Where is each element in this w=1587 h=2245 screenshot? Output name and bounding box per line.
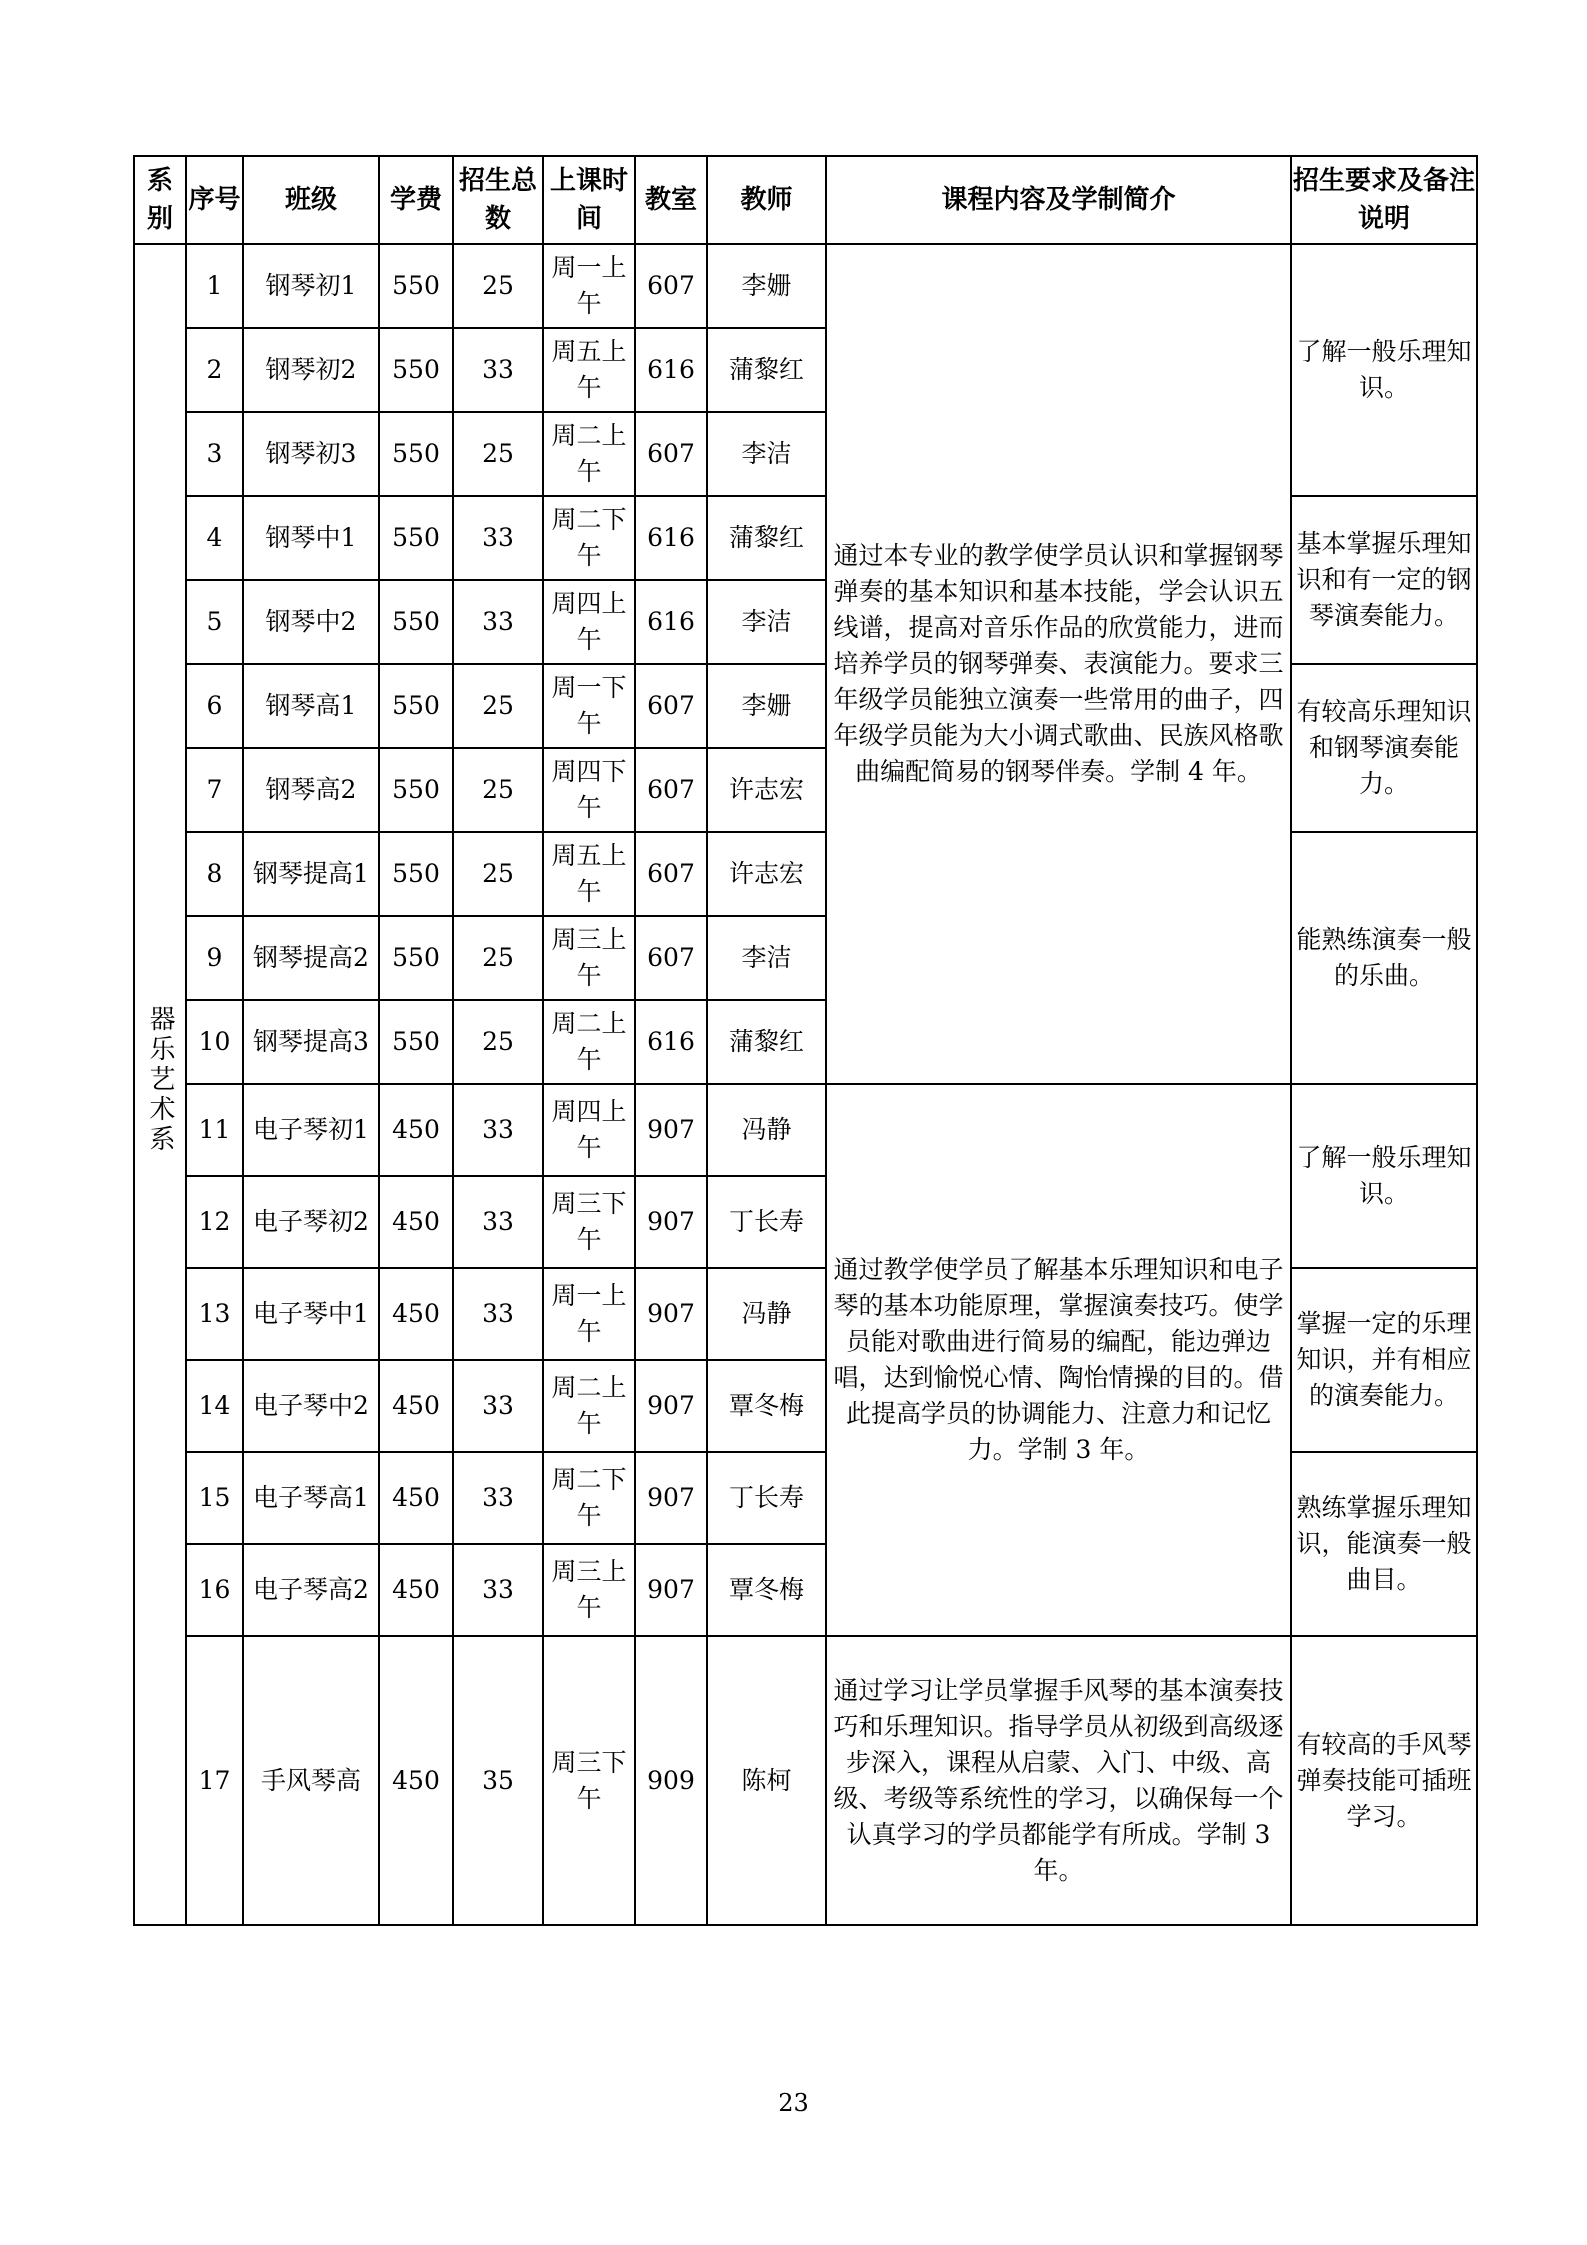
cell-seq: 10: [186, 1000, 243, 1084]
req-piano-mid: 基本掌握乐理知识和有一定的钢琴演奏能力。: [1291, 496, 1477, 664]
cell-teacher: 陈柯: [707, 1636, 826, 1925]
header-seq: 序号: [186, 156, 243, 244]
cell-time: 周二上午: [543, 1360, 635, 1452]
req-kb-high: 熟练掌握乐理知识，能演奏一般曲目。: [1291, 1452, 1477, 1636]
cell-time: 周一上午: [543, 244, 635, 328]
cell-room: 909: [635, 1636, 707, 1925]
header-class: 班级: [243, 156, 379, 244]
cell-enroll: 33: [453, 1176, 543, 1268]
cell-fee: 450: [379, 1452, 453, 1544]
header-req: 招生要求及备注说明: [1291, 156, 1477, 244]
cell-room: 607: [635, 916, 707, 1000]
cell-class: 钢琴高1: [243, 664, 379, 748]
department-cell: [134, 244, 186, 1925]
cell-time: 周三下午: [543, 1636, 635, 1925]
header-fee: 学费: [379, 156, 453, 244]
cell-seq: 13: [186, 1268, 243, 1360]
cell-seq: 16: [186, 1544, 243, 1636]
cell-class: 电子琴高1: [243, 1452, 379, 1544]
cell-teacher: 丁长寿: [707, 1176, 826, 1268]
cell-seq: 15: [186, 1452, 243, 1544]
cell-enroll: 33: [453, 1360, 543, 1452]
cell-room: 616: [635, 328, 707, 412]
cell-fee: 550: [379, 412, 453, 496]
req-piano-basic: 了解一般乐理知识。: [1291, 244, 1477, 496]
cell-enroll: 25: [453, 412, 543, 496]
cell-room: 616: [635, 580, 707, 664]
desc-piano: 通过本专业的教学使学员认识和掌握钢琴弹奏的基本知识和基本技能，学会认识五线谱，提高对音乐作品的欣赏能力，进而培养学员的钢琴弹奏、表演能力。要求三年级学员能独立演奏一些常用的曲子，四年级学员能为大小调式歌曲、民族风格歌曲编配简易的钢琴伴奏。学制 4 年。: [826, 244, 1291, 1084]
cell-fee: 450: [379, 1636, 453, 1925]
cell-room: 616: [635, 496, 707, 580]
cell-seq: 9: [186, 916, 243, 1000]
cell-time: 周四上午: [543, 1084, 635, 1176]
cell-teacher: 覃冬梅: [707, 1360, 826, 1452]
cell-class: 钢琴提高3: [243, 1000, 379, 1084]
cell-room: 607: [635, 412, 707, 496]
cell-room: 607: [635, 664, 707, 748]
cell-teacher: 冯静: [707, 1084, 826, 1176]
req-kb-basic: 了解一般乐理知识。: [1291, 1084, 1477, 1268]
page-number: 23: [778, 2089, 809, 2117]
cell-class: 手风琴高: [243, 1636, 379, 1925]
cell-time: 周五上午: [543, 328, 635, 412]
cell-room: 907: [635, 1176, 707, 1268]
cell-room: 607: [635, 832, 707, 916]
cell-time: 周三上午: [543, 1544, 635, 1636]
cell-teacher: 丁长寿: [707, 1452, 826, 1544]
cell-fee: 450: [379, 1084, 453, 1176]
cell-enroll: 33: [453, 1452, 543, 1544]
cell-time: 周二下午: [543, 1452, 635, 1544]
cell-fee: 550: [379, 496, 453, 580]
cell-teacher: 蒲黎红: [707, 328, 826, 412]
header-teacher: 教师: [707, 156, 826, 244]
cell-seq: 5: [186, 580, 243, 664]
cell-room: 607: [635, 748, 707, 832]
cell-class: 钢琴高2: [243, 748, 379, 832]
cell-time: 周四下午: [543, 748, 635, 832]
cell-teacher: 李洁: [707, 412, 826, 496]
cell-class: 钢琴中1: [243, 496, 379, 580]
req-piano-adv: 能熟练演奏一般的乐曲。: [1291, 832, 1477, 1084]
cell-class: 电子琴中1: [243, 1268, 379, 1360]
cell-teacher: 许志宏: [707, 832, 826, 916]
cell-seq: 17: [186, 1636, 243, 1925]
cell-enroll: 25: [453, 916, 543, 1000]
req-accordion: 有较高的手风琴弹奏技能可插班学习。: [1291, 1636, 1477, 1925]
cell-enroll: 25: [453, 664, 543, 748]
cell-teacher: 冯静: [707, 1268, 826, 1360]
course-table: [133, 155, 1478, 1926]
cell-enroll: 33: [453, 496, 543, 580]
cell-seq: 4: [186, 496, 243, 580]
cell-seq: 7: [186, 748, 243, 832]
table-row: [134, 1084, 1477, 1176]
cell-fee: 550: [379, 1000, 453, 1084]
cell-fee: 550: [379, 328, 453, 412]
cell-class: 钢琴中2: [243, 580, 379, 664]
cell-fee: 450: [379, 1176, 453, 1268]
cell-enroll: 33: [453, 1084, 543, 1176]
cell-time: 周四上午: [543, 580, 635, 664]
cell-room: 907: [635, 1268, 707, 1360]
cell-fee: 550: [379, 580, 453, 664]
cell-class: 钢琴初1: [243, 244, 379, 328]
cell-enroll: 25: [453, 832, 543, 916]
cell-fee: 550: [379, 664, 453, 748]
cell-time: 周一上午: [543, 1268, 635, 1360]
req-piano-high: 有较高乐理知识和钢琴演奏能力。: [1291, 664, 1477, 832]
table-row: [134, 244, 1477, 328]
header-desc: 课程内容及学制简介: [826, 156, 1291, 244]
desc-keyboard: 通过教学使学员了解基本乐理知识和电子琴的基本功能原理，掌握演奏技巧。使学员能对歌曲进行简易的编配，能边弹边唱，达到愉悦心情、陶怡情操的目的。借此提高学员的协调能力、注意力和记忆力。学制 3 年。: [826, 1084, 1291, 1636]
desc-accordion: 通过学习让学员掌握手风琴的基本演奏技巧和乐理知识。指导学员从初级到高级逐步深入，课程从启蒙、入门、中级、高级、考级等系统性的学习，以确保每一个认真学习的学员都能学有所成。学制 3 年。: [826, 1636, 1291, 1925]
cell-teacher: 李洁: [707, 916, 826, 1000]
cell-fee: 550: [379, 832, 453, 916]
cell-class: 钢琴提高2: [243, 916, 379, 1000]
cell-time: 周三下午: [543, 1176, 635, 1268]
cell-seq: 1: [186, 244, 243, 328]
cell-fee: 550: [379, 748, 453, 832]
cell-class: 电子琴初1: [243, 1084, 379, 1176]
cell-seq: 14: [186, 1360, 243, 1452]
cell-time: 周一下午: [543, 664, 635, 748]
cell-room: 907: [635, 1452, 707, 1544]
cell-room: 907: [635, 1544, 707, 1636]
cell-teacher: 蒲黎红: [707, 496, 826, 580]
cell-seq: 12: [186, 1176, 243, 1268]
cell-class: 电子琴中2: [243, 1360, 379, 1452]
cell-fee: 450: [379, 1360, 453, 1452]
header-enroll: 招生总数: [453, 156, 543, 244]
header-room: 教室: [635, 156, 707, 244]
cell-enroll: 33: [453, 580, 543, 664]
cell-fee: 550: [379, 244, 453, 328]
cell-class: 电子琴高2: [243, 1544, 379, 1636]
cell-class: 钢琴提高1: [243, 832, 379, 916]
cell-room: 607: [635, 244, 707, 328]
cell-seq: 6: [186, 664, 243, 748]
header-dept: 系别: [134, 156, 186, 244]
cell-class: 电子琴初2: [243, 1176, 379, 1268]
cell-time: 周二上午: [543, 412, 635, 496]
cell-teacher: 许志宏: [707, 748, 826, 832]
cell-time: 周五上午: [543, 832, 635, 916]
cell-teacher: 李洁: [707, 580, 826, 664]
cell-enroll: 33: [453, 328, 543, 412]
cell-teacher: 蒲黎红: [707, 1000, 826, 1084]
cell-time: 周二上午: [543, 1000, 635, 1084]
cell-enroll: 33: [453, 1268, 543, 1360]
cell-teacher: 覃冬梅: [707, 1544, 826, 1636]
cell-enroll: 33: [453, 1544, 543, 1636]
cell-seq: 8: [186, 832, 243, 916]
cell-time: 周二下午: [543, 496, 635, 580]
cell-seq: 2: [186, 328, 243, 412]
cell-room: 907: [635, 1084, 707, 1176]
cell-teacher: 李姗: [707, 664, 826, 748]
cell-fee: 450: [379, 1268, 453, 1360]
req-kb-mid: 掌握一定的乐理知识，并有相应的演奏能力。: [1291, 1268, 1477, 1452]
cell-time: 周三上午: [543, 916, 635, 1000]
cell-enroll: 25: [453, 244, 543, 328]
cell-enroll: 25: [453, 748, 543, 832]
cell-class: 钢琴初2: [243, 328, 379, 412]
cell-room: 616: [635, 1000, 707, 1084]
cell-enroll: 25: [453, 1000, 543, 1084]
table-header-row: [134, 156, 1477, 244]
cell-fee: 550: [379, 916, 453, 1000]
cell-room: 907: [635, 1360, 707, 1452]
cell-teacher: 李姗: [707, 244, 826, 328]
cell-fee: 450: [379, 1544, 453, 1636]
cell-class: 钢琴初3: [243, 412, 379, 496]
cell-enroll: 35: [453, 1636, 543, 1925]
department-name: 器乐艺术系: [145, 1004, 175, 1155]
table-row: [134, 1636, 1477, 1925]
cell-seq: 3: [186, 412, 243, 496]
header-time: 上课时间: [543, 156, 635, 244]
cell-seq: 11: [186, 1084, 243, 1176]
